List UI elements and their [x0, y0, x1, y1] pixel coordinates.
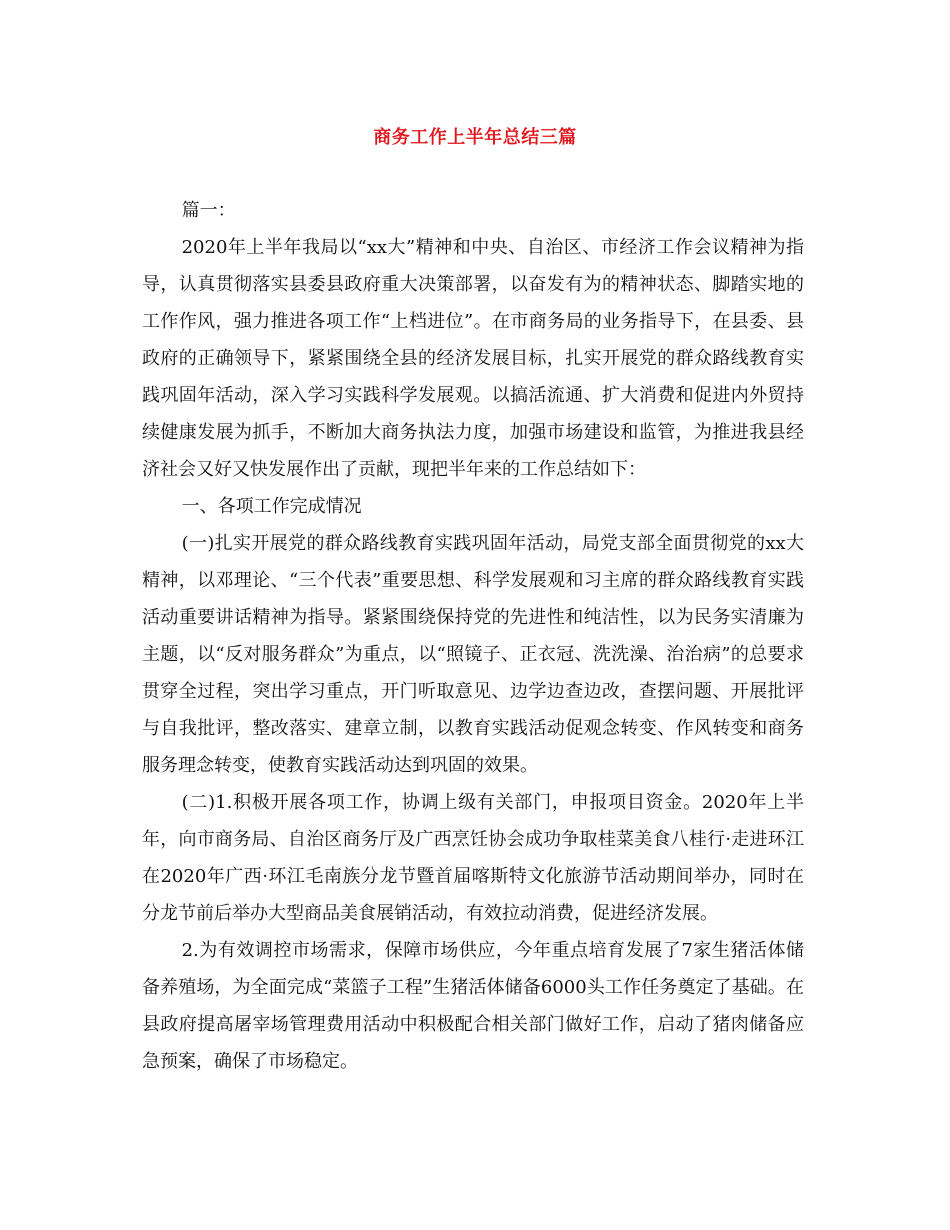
- paragraph-item-two-2: 2.为有效调控市场需求，保障市场供应，今年重点培育发展了7家生猪活体储备养殖场，为全面完成“菜篮子工程”生猪活体储备6000头工作任务奠定了基础。在县政府提高屠宰场管理费用活动中积极配合相关部门做好工作，启动了猪肉储备应急预案，确保了市场稳定。: [142, 940, 804, 1072]
- document-body: [142, 192, 804, 1080]
- section-heading-completion: 一、各项工作完成情况: [181, 496, 362, 517]
- paragraph-item-two-1: (二)1.积极开展各项工作，协调上级有关部门，申报项目资金。2020年上半年，向市商务局、自治区商务厅及广西烹饪协会成功争取桂菜美食八桂行·走进环江在2020年广西·环江毛南族分龙节暨首届喀斯特文化旅游节活动期间举办，同时在分龙节前后举办大型商品美食展销活动，有效拉动消费，促进经济发展。: [142, 792, 804, 924]
- paragraph-item-one: (一)扎实开展党的群众路线教育实践巩固年活动，局党支部全面贯彻党的xx大精神，以邓理论、“三个代表”重要思想、科学发展观和习主席的群众路线教育实践活动重要讲话精神为指导。紧紧围绕保持党的先进性和纯洁性，以为民务实清廉为主题，以“反对服务群众”为重点，以“照镜子、正衣冠、洗洗澡、治治病”的总要求贯穿全过程，突出学习重点，开门听取意见、边学边查边改，查摆问题、开展批评与自我批评，整改落实、建章立制，以教育实践活动促观念转变、作风转变和商务服务理念转变，使教育实践活动达到巩固的效果。: [142, 533, 804, 776]
- document-title: 商务工作上半年总结三篇: [373, 127, 577, 148]
- section-heading-part-one: 篇一：: [181, 200, 236, 221]
- paragraph-intro: 2020年上半年我局以“xx大”精神和中央、自治区、市经济工作会议精神为指导，认真贯彻落实县委县政府重大决策部署，以奋发有为的精神状态、脚踏实地的工作作风，强力推进各项工作“上档进位”。在市商务局的业务指导下，在县委、县政府的正确领导下，紧紧围绕全县的经济发展目标，扎实开展党的群众路线教育实践巩固年活动，深入学习实践科学发展观。以搞活流通、扩大消费和促进内外贸持续健康发展为抓手，不断加大商务执法力度，加强市场建设和监管，为推进我县经济社会又好又快发展作出了贡献，现把半年来的工作总结如下：: [142, 237, 804, 480]
